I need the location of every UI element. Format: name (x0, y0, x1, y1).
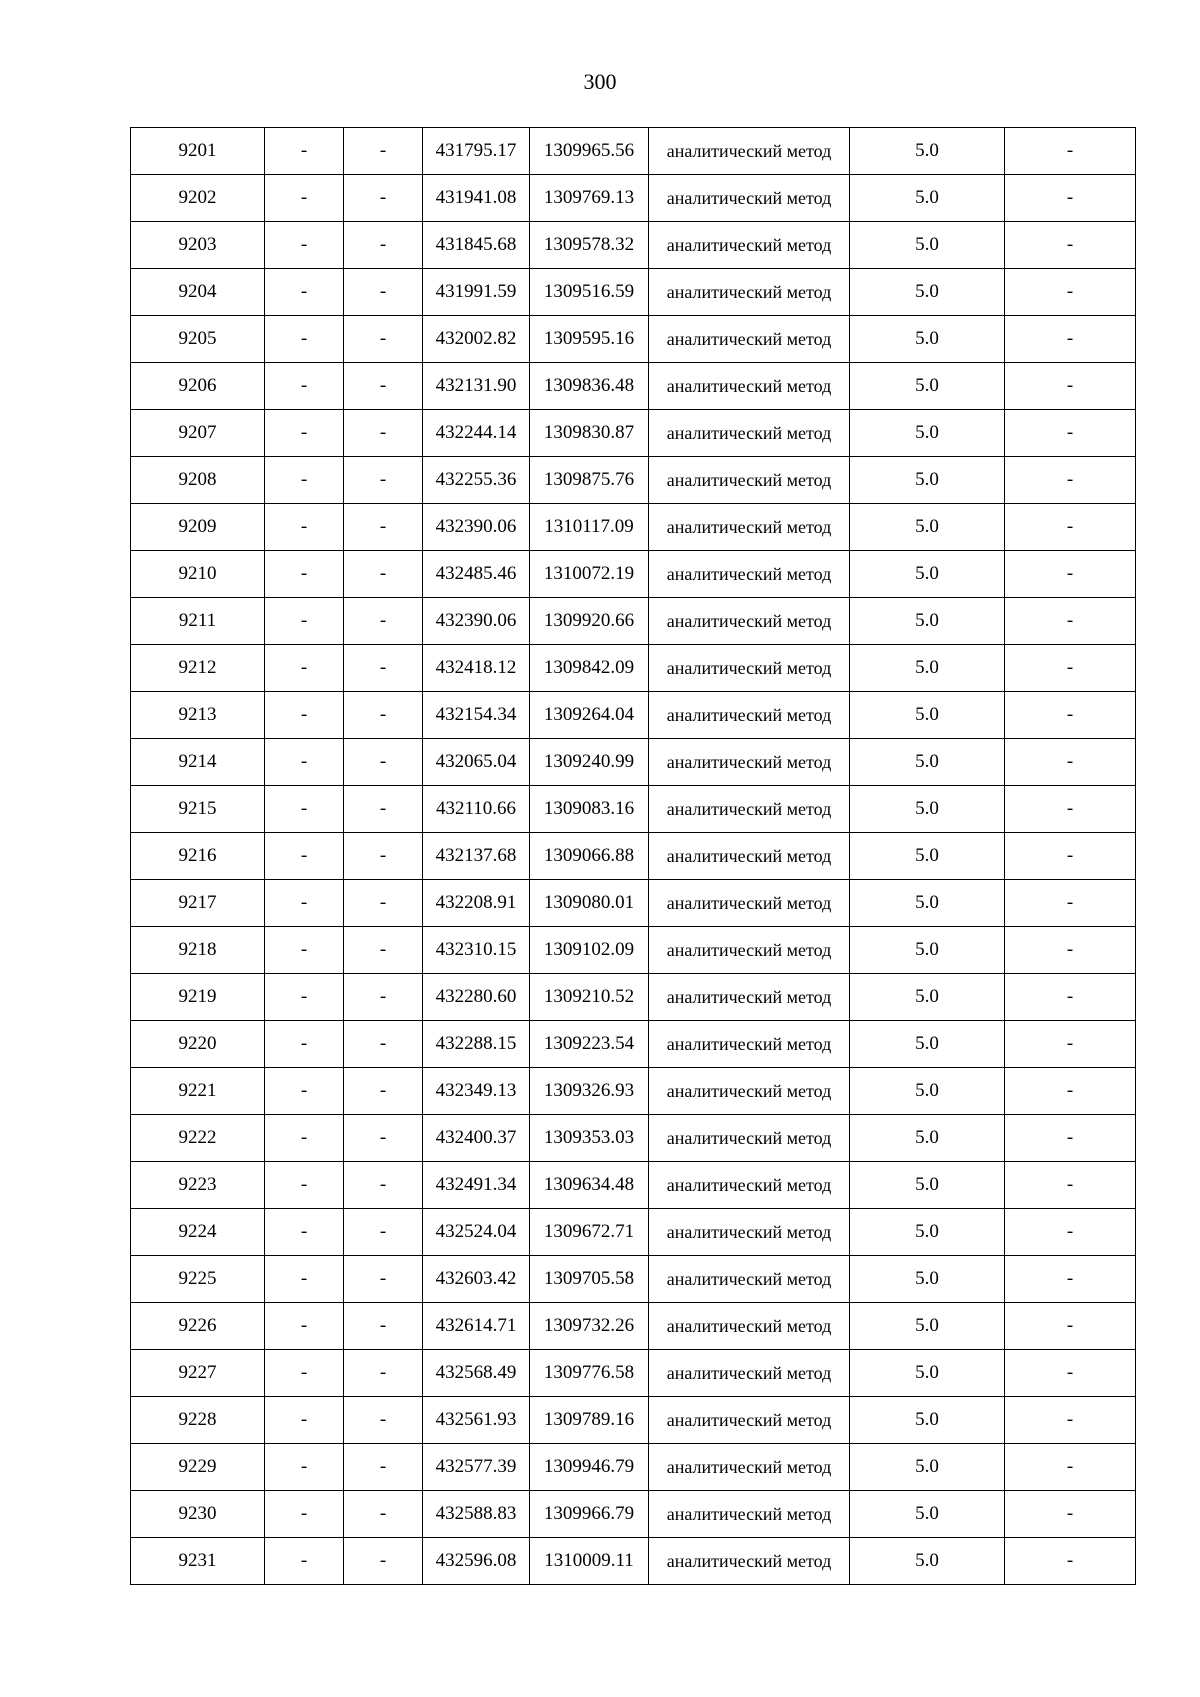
empty-cell-1: - (265, 1115, 344, 1162)
point-number-cell: 9224 (131, 1209, 265, 1256)
table-row (131, 1350, 1136, 1397)
accuracy-cell: 5.0 (850, 1491, 1005, 1538)
empty-cell-2: - (344, 316, 423, 363)
table-row (131, 504, 1136, 551)
table-body (131, 128, 1136, 1585)
accuracy-cell: 5.0 (850, 410, 1005, 457)
empty-cell-1: - (265, 1538, 344, 1585)
empty-cell-1: - (265, 316, 344, 363)
point-number-cell: 9229 (131, 1444, 265, 1491)
empty-cell-2: - (344, 1068, 423, 1115)
x-coordinate-cell: 432491.34 (423, 1162, 530, 1209)
y-coordinate-cell: 1310072.19 (530, 551, 649, 598)
empty-cell-2: - (344, 1397, 423, 1444)
empty-cell-1: - (265, 1350, 344, 1397)
empty-cell-3: - (1005, 1303, 1136, 1350)
table-row (131, 974, 1136, 1021)
point-number-cell: 9213 (131, 692, 265, 739)
empty-cell-1: - (265, 786, 344, 833)
point-number-cell: 9225 (131, 1256, 265, 1303)
table-row (131, 1397, 1136, 1444)
empty-cell-2: - (344, 1162, 423, 1209)
x-coordinate-cell: 432390.06 (423, 598, 530, 645)
accuracy-cell: 5.0 (850, 1303, 1005, 1350)
empty-cell-1: - (265, 410, 344, 457)
table-row (131, 457, 1136, 504)
method-cell: аналитический метод (649, 1162, 850, 1209)
method-cell: аналитический метод (649, 316, 850, 363)
y-coordinate-cell: 1309326.93 (530, 1068, 649, 1115)
empty-cell-1: - (265, 1397, 344, 1444)
empty-cell-3: - (1005, 1209, 1136, 1256)
empty-cell-3: - (1005, 1444, 1136, 1491)
x-coordinate-cell: 432577.39 (423, 1444, 530, 1491)
point-number-cell: 9222 (131, 1115, 265, 1162)
table-row (131, 222, 1136, 269)
accuracy-cell: 5.0 (850, 504, 1005, 551)
empty-cell-1: - (265, 175, 344, 222)
y-coordinate-cell: 1310117.09 (530, 504, 649, 551)
method-cell: аналитический метод (649, 363, 850, 410)
empty-cell-1: - (265, 1444, 344, 1491)
method-cell: аналитический метод (649, 1350, 850, 1397)
point-number-cell: 9217 (131, 880, 265, 927)
empty-cell-3: - (1005, 1021, 1136, 1068)
y-coordinate-cell: 1309705.58 (530, 1256, 649, 1303)
empty-cell-2: - (344, 363, 423, 410)
x-coordinate-cell: 432596.08 (423, 1538, 530, 1585)
accuracy-cell: 5.0 (850, 363, 1005, 410)
point-number-cell: 9207 (131, 410, 265, 457)
point-number-cell: 9212 (131, 645, 265, 692)
point-number-cell: 9220 (131, 1021, 265, 1068)
method-cell: аналитический метод (649, 222, 850, 269)
method-cell: аналитический метод (649, 1115, 850, 1162)
method-cell: аналитический метод (649, 269, 850, 316)
empty-cell-3: - (1005, 504, 1136, 551)
empty-cell-3: - (1005, 363, 1136, 410)
x-coordinate-cell: 432208.91 (423, 880, 530, 927)
accuracy-cell: 5.0 (850, 833, 1005, 880)
point-number-cell: 9205 (131, 316, 265, 363)
x-coordinate-cell: 432400.37 (423, 1115, 530, 1162)
method-cell: аналитический метод (649, 1256, 850, 1303)
table-row (131, 1538, 1136, 1585)
empty-cell-3: - (1005, 1068, 1136, 1115)
method-cell: аналитический метод (649, 927, 850, 974)
method-cell: аналитический метод (649, 504, 850, 551)
x-coordinate-cell: 432561.93 (423, 1397, 530, 1444)
method-cell: аналитический метод (649, 1397, 850, 1444)
empty-cell-1: - (265, 974, 344, 1021)
page-number: 300 (583, 69, 617, 94)
y-coordinate-cell: 1309083.16 (530, 786, 649, 833)
table-row (131, 692, 1136, 739)
table-row (131, 269, 1136, 316)
empty-cell-1: - (265, 645, 344, 692)
empty-cell-1: - (265, 598, 344, 645)
y-coordinate-cell: 1309830.87 (530, 410, 649, 457)
empty-cell-2: - (344, 1209, 423, 1256)
point-number-cell: 9226 (131, 1303, 265, 1350)
x-coordinate-cell: 432244.14 (423, 410, 530, 457)
table-row (131, 1162, 1136, 1209)
x-coordinate-cell: 432588.83 (423, 1491, 530, 1538)
empty-cell-2: - (344, 1303, 423, 1350)
empty-cell-1: - (265, 1068, 344, 1115)
y-coordinate-cell: 1309595.16 (530, 316, 649, 363)
accuracy-cell: 5.0 (850, 1209, 1005, 1256)
point-number-cell: 9204 (131, 269, 265, 316)
table-row (131, 410, 1136, 457)
coordinates-table (130, 127, 1136, 1585)
empty-cell-2: - (344, 1021, 423, 1068)
point-number-cell: 9202 (131, 175, 265, 222)
table-row (131, 927, 1136, 974)
empty-cell-3: - (1005, 269, 1136, 316)
point-number-cell: 9230 (131, 1491, 265, 1538)
empty-cell-3: - (1005, 410, 1136, 457)
empty-cell-2: - (344, 598, 423, 645)
empty-cell-3: - (1005, 1350, 1136, 1397)
point-number-cell: 9216 (131, 833, 265, 880)
empty-cell-3: - (1005, 927, 1136, 974)
table-row (131, 739, 1136, 786)
empty-cell-1: - (265, 128, 344, 175)
table-row (131, 1115, 1136, 1162)
point-number-cell: 9223 (131, 1162, 265, 1209)
table-row (131, 1491, 1136, 1538)
point-number-cell: 9231 (131, 1538, 265, 1585)
y-coordinate-cell: 1309776.58 (530, 1350, 649, 1397)
point-number-cell: 9228 (131, 1397, 265, 1444)
point-number-cell: 9211 (131, 598, 265, 645)
empty-cell-3: - (1005, 175, 1136, 222)
table-row (131, 1444, 1136, 1491)
point-number-cell: 9203 (131, 222, 265, 269)
empty-cell-3: - (1005, 974, 1136, 1021)
accuracy-cell: 5.0 (850, 128, 1005, 175)
accuracy-cell: 5.0 (850, 1444, 1005, 1491)
empty-cell-1: - (265, 1303, 344, 1350)
accuracy-cell: 5.0 (850, 974, 1005, 1021)
y-coordinate-cell: 1309210.52 (530, 974, 649, 1021)
table-row (131, 128, 1136, 175)
x-coordinate-cell: 431845.68 (423, 222, 530, 269)
point-number-cell: 9218 (131, 927, 265, 974)
empty-cell-1: - (265, 1256, 344, 1303)
table-row (131, 1021, 1136, 1068)
x-coordinate-cell: 432524.04 (423, 1209, 530, 1256)
y-coordinate-cell: 1309223.54 (530, 1021, 649, 1068)
method-cell: аналитический метод (649, 880, 850, 927)
empty-cell-2: - (344, 551, 423, 598)
y-coordinate-cell: 1309578.32 (530, 222, 649, 269)
point-number-cell: 9208 (131, 457, 265, 504)
accuracy-cell: 5.0 (850, 457, 1005, 504)
empty-cell-1: - (265, 1491, 344, 1538)
y-coordinate-cell: 1309732.26 (530, 1303, 649, 1350)
method-cell: аналитический метод (649, 1209, 850, 1256)
accuracy-cell: 5.0 (850, 1162, 1005, 1209)
table-row (131, 786, 1136, 833)
empty-cell-1: - (265, 692, 344, 739)
accuracy-cell: 5.0 (850, 1021, 1005, 1068)
empty-cell-1: - (265, 880, 344, 927)
x-coordinate-cell: 432568.49 (423, 1350, 530, 1397)
y-coordinate-cell: 1309966.79 (530, 1491, 649, 1538)
method-cell: аналитический метод (649, 1491, 850, 1538)
empty-cell-2: - (344, 1115, 423, 1162)
y-coordinate-cell: 1309516.59 (530, 269, 649, 316)
empty-cell-1: - (265, 833, 344, 880)
method-cell: аналитический метод (649, 1303, 850, 1350)
accuracy-cell: 5.0 (850, 1538, 1005, 1585)
empty-cell-3: - (1005, 739, 1136, 786)
table-row (131, 1303, 1136, 1350)
accuracy-cell: 5.0 (850, 551, 1005, 598)
empty-cell-2: - (344, 645, 423, 692)
table-row (131, 1209, 1136, 1256)
accuracy-cell: 5.0 (850, 316, 1005, 363)
accuracy-cell: 5.0 (850, 739, 1005, 786)
empty-cell-3: - (1005, 1538, 1136, 1585)
method-cell: аналитический метод (649, 833, 850, 880)
empty-cell-2: - (344, 1444, 423, 1491)
method-cell: аналитический метод (649, 1021, 850, 1068)
empty-cell-3: - (1005, 833, 1136, 880)
empty-cell-1: - (265, 551, 344, 598)
table-row (131, 880, 1136, 927)
empty-cell-2: - (344, 974, 423, 1021)
x-coordinate-cell: 432390.06 (423, 504, 530, 551)
point-number-cell: 9227 (131, 1350, 265, 1397)
empty-cell-1: - (265, 504, 344, 551)
method-cell: аналитический метод (649, 786, 850, 833)
x-coordinate-cell: 432255.36 (423, 457, 530, 504)
table-row (131, 598, 1136, 645)
x-coordinate-cell: 431795.17 (423, 128, 530, 175)
accuracy-cell: 5.0 (850, 222, 1005, 269)
y-coordinate-cell: 1309842.09 (530, 645, 649, 692)
y-coordinate-cell: 1309672.71 (530, 1209, 649, 1256)
method-cell: аналитический метод (649, 645, 850, 692)
method-cell: аналитический метод (649, 1068, 850, 1115)
y-coordinate-cell: 1310009.11 (530, 1538, 649, 1585)
y-coordinate-cell: 1309789.16 (530, 1397, 649, 1444)
empty-cell-3: - (1005, 1115, 1136, 1162)
accuracy-cell: 5.0 (850, 1115, 1005, 1162)
empty-cell-2: - (344, 739, 423, 786)
accuracy-cell: 5.0 (850, 927, 1005, 974)
x-coordinate-cell: 432288.15 (423, 1021, 530, 1068)
point-number-cell: 9209 (131, 504, 265, 551)
accuracy-cell: 5.0 (850, 880, 1005, 927)
empty-cell-2: - (344, 222, 423, 269)
empty-cell-2: - (344, 1538, 423, 1585)
y-coordinate-cell: 1309066.88 (530, 833, 649, 880)
y-coordinate-cell: 1309836.48 (530, 363, 649, 410)
table-row (131, 363, 1136, 410)
accuracy-cell: 5.0 (850, 1350, 1005, 1397)
table-row (131, 645, 1136, 692)
empty-cell-2: - (344, 1491, 423, 1538)
table-row (131, 175, 1136, 222)
point-number-cell: 9214 (131, 739, 265, 786)
empty-cell-3: - (1005, 128, 1136, 175)
empty-cell-3: - (1005, 598, 1136, 645)
x-coordinate-cell: 432310.15 (423, 927, 530, 974)
x-coordinate-cell: 432614.71 (423, 1303, 530, 1350)
x-coordinate-cell: 432603.42 (423, 1256, 530, 1303)
x-coordinate-cell: 432110.66 (423, 786, 530, 833)
accuracy-cell: 5.0 (850, 269, 1005, 316)
table-row (131, 316, 1136, 363)
method-cell: аналитический метод (649, 457, 850, 504)
empty-cell-2: - (344, 692, 423, 739)
point-number-cell: 9221 (131, 1068, 265, 1115)
point-number-cell: 9201 (131, 128, 265, 175)
empty-cell-2: - (344, 880, 423, 927)
accuracy-cell: 5.0 (850, 1068, 1005, 1115)
method-cell: аналитический метод (649, 1444, 850, 1491)
method-cell: аналитический метод (649, 598, 850, 645)
method-cell: аналитический метод (649, 739, 850, 786)
empty-cell-3: - (1005, 645, 1136, 692)
method-cell: аналитический метод (649, 128, 850, 175)
point-number-cell: 9210 (131, 551, 265, 598)
empty-cell-2: - (344, 457, 423, 504)
x-coordinate-cell: 431991.59 (423, 269, 530, 316)
y-coordinate-cell: 1309920.66 (530, 598, 649, 645)
method-cell: аналитический метод (649, 1538, 850, 1585)
empty-cell-2: - (344, 175, 423, 222)
empty-cell-1: - (265, 457, 344, 504)
empty-cell-3: - (1005, 316, 1136, 363)
x-coordinate-cell: 432002.82 (423, 316, 530, 363)
empty-cell-1: - (265, 222, 344, 269)
empty-cell-3: - (1005, 692, 1136, 739)
y-coordinate-cell: 1309769.13 (530, 175, 649, 222)
accuracy-cell: 5.0 (850, 1397, 1005, 1444)
empty-cell-3: - (1005, 1162, 1136, 1209)
empty-cell-2: - (344, 786, 423, 833)
method-cell: аналитический метод (649, 175, 850, 222)
method-cell: аналитический метод (649, 692, 850, 739)
y-coordinate-cell: 1309240.99 (530, 739, 649, 786)
method-cell: аналитический метод (649, 551, 850, 598)
empty-cell-2: - (344, 504, 423, 551)
empty-cell-2: - (344, 269, 423, 316)
table-row (131, 551, 1136, 598)
accuracy-cell: 5.0 (850, 786, 1005, 833)
empty-cell-3: - (1005, 786, 1136, 833)
empty-cell-2: - (344, 128, 423, 175)
empty-cell-1: - (265, 739, 344, 786)
method-cell: аналитический метод (649, 410, 850, 457)
empty-cell-2: - (344, 833, 423, 880)
empty-cell-1: - (265, 269, 344, 316)
accuracy-cell: 5.0 (850, 1256, 1005, 1303)
point-number-cell: 9206 (131, 363, 265, 410)
empty-cell-1: - (265, 1021, 344, 1068)
x-coordinate-cell: 431941.08 (423, 175, 530, 222)
y-coordinate-cell: 1309875.76 (530, 457, 649, 504)
empty-cell-2: - (344, 410, 423, 457)
x-coordinate-cell: 432280.60 (423, 974, 530, 1021)
x-coordinate-cell: 432131.90 (423, 363, 530, 410)
x-coordinate-cell: 432065.04 (423, 739, 530, 786)
empty-cell-1: - (265, 363, 344, 410)
table-row (131, 833, 1136, 880)
x-coordinate-cell: 432485.46 (423, 551, 530, 598)
x-coordinate-cell: 432154.34 (423, 692, 530, 739)
empty-cell-3: - (1005, 457, 1136, 504)
y-coordinate-cell: 1309080.01 (530, 880, 649, 927)
empty-cell-1: - (265, 927, 344, 974)
y-coordinate-cell: 1309634.48 (530, 1162, 649, 1209)
empty-cell-3: - (1005, 222, 1136, 269)
x-coordinate-cell: 432349.13 (423, 1068, 530, 1115)
y-coordinate-cell: 1309264.04 (530, 692, 649, 739)
empty-cell-2: - (344, 1350, 423, 1397)
method-cell: аналитический метод (649, 974, 850, 1021)
accuracy-cell: 5.0 (850, 175, 1005, 222)
empty-cell-3: - (1005, 1397, 1136, 1444)
accuracy-cell: 5.0 (850, 692, 1005, 739)
table-row (131, 1256, 1136, 1303)
empty-cell-2: - (344, 1256, 423, 1303)
empty-cell-1: - (265, 1162, 344, 1209)
empty-cell-3: - (1005, 1491, 1136, 1538)
table-row (131, 1068, 1136, 1115)
accuracy-cell: 5.0 (850, 645, 1005, 692)
point-number-cell: 9215 (131, 786, 265, 833)
x-coordinate-cell: 432137.68 (423, 833, 530, 880)
y-coordinate-cell: 1309353.03 (530, 1115, 649, 1162)
empty-cell-3: - (1005, 1256, 1136, 1303)
y-coordinate-cell: 1309965.56 (530, 128, 649, 175)
empty-cell-1: - (265, 1209, 344, 1256)
empty-cell-3: - (1005, 551, 1136, 598)
empty-cell-2: - (344, 927, 423, 974)
point-number-cell: 9219 (131, 974, 265, 1021)
accuracy-cell: 5.0 (850, 598, 1005, 645)
y-coordinate-cell: 1309102.09 (530, 927, 649, 974)
empty-cell-3: - (1005, 880, 1136, 927)
x-coordinate-cell: 432418.12 (423, 645, 530, 692)
y-coordinate-cell: 1309946.79 (530, 1444, 649, 1491)
